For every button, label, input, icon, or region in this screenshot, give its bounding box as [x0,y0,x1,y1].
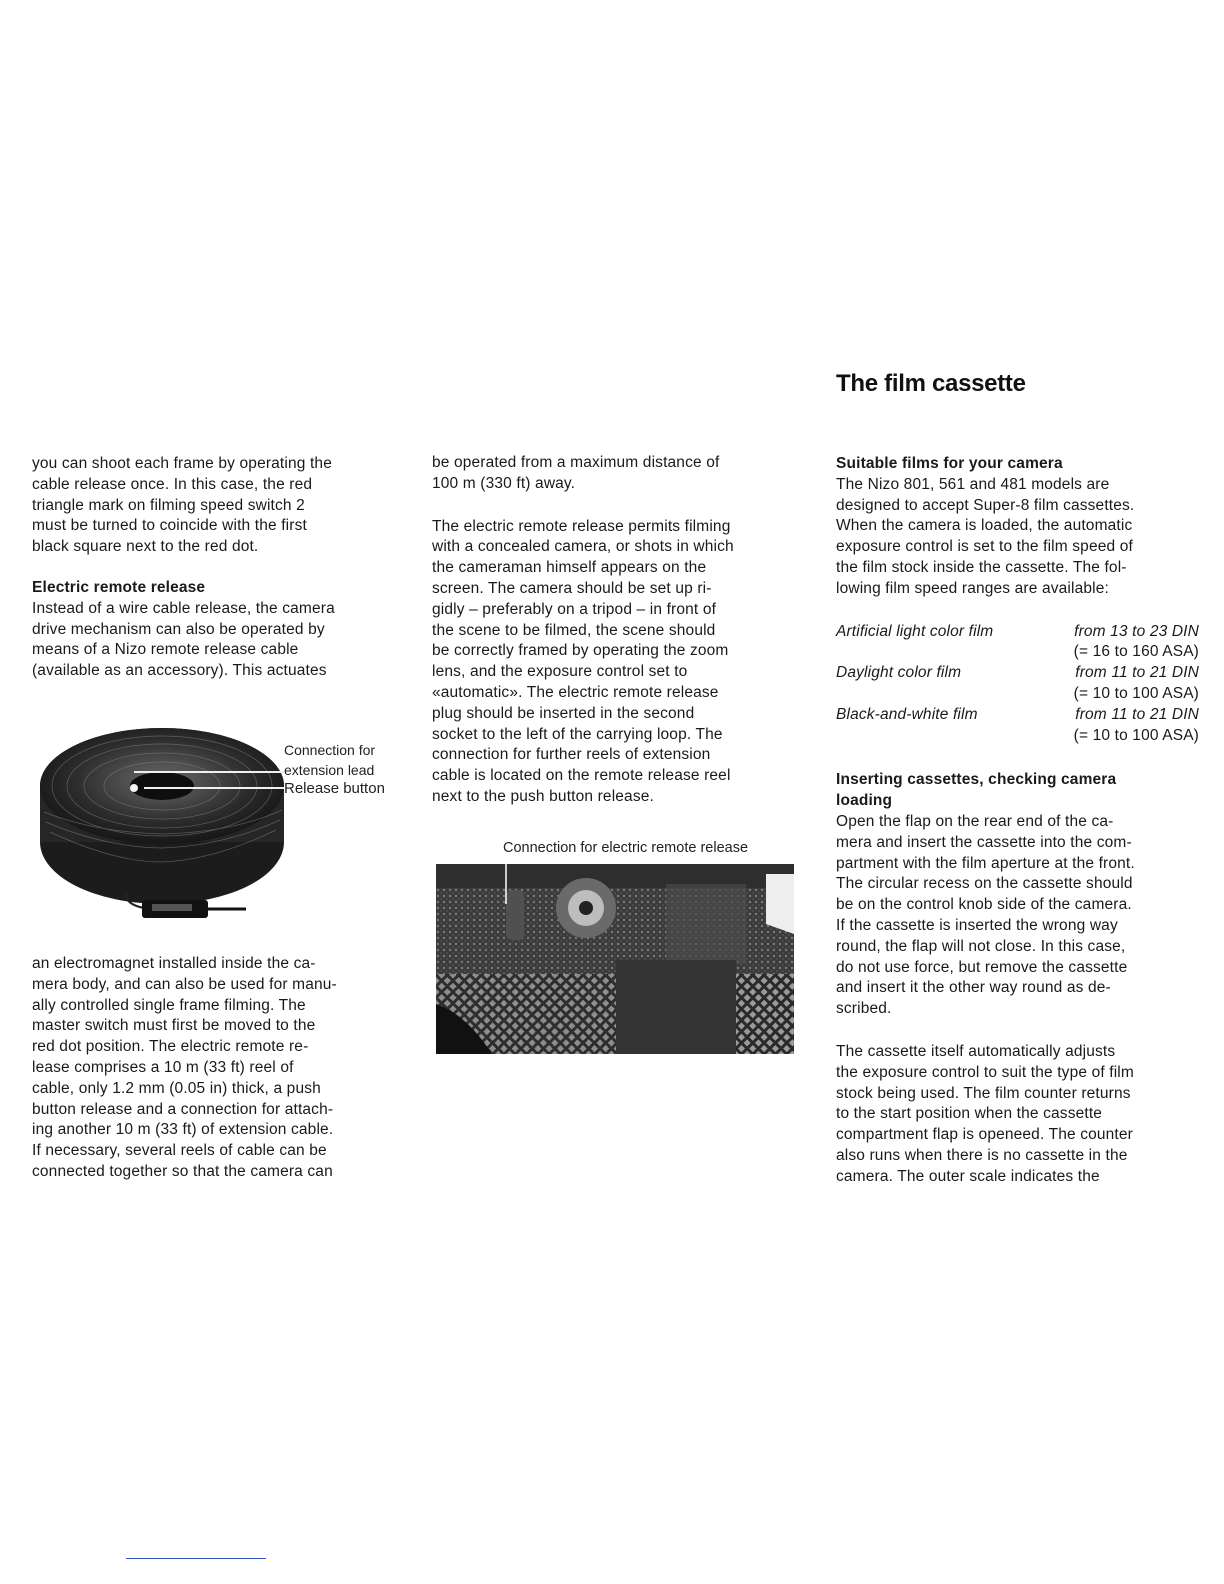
film-speed-asa-row [836,726,1199,747]
camera-socket-photo [436,864,794,1054]
film-type: Artificial light color film [836,622,994,640]
film-speed-asa-row [836,642,1199,663]
remote-release-paragraph: Instead of a wire cable release, the camera drive mechanism can also be operated by means of a Nizo remote release cable (available as an accessory). This actuates [32,599,335,680]
film-type: Black-and-white film [836,705,978,723]
din-range: from 11 to 21 DIN [1075,705,1199,723]
suitable-films-heading: Suitable films for your camera [836,455,1063,472]
film-speed-asa-row [836,684,1199,705]
din-range: from 13 to 23 DIN [1074,622,1199,640]
electromagnet-paragraph: an electromagnet installed inside the ca- mera body, and can also be used for manu- ally controlled single frame filming. The master switch must first be moved to the red dot position. The electric remote re- lease comprises a 10 m (33 ft) reel of cable, only 1.2 mm (0.05 in) thick, a push button release and a connection for attach- ing another 10 m (33 ft) of extension cable. If necessary, several reels of cable can be connected together so that the camera can [32,955,337,1180]
film-speed-table [836,622,1199,747]
remote-release-heading: Electric remote release [32,578,206,596]
intro-paragraph: you can shoot each frame by operating the cable release once. In this case, the red triangle mark on filming speed switch 2 must be turned to coincide with the first black square next to the red dot. [32,455,332,556]
page-title: The film cassette [836,370,1026,397]
suitable-films-paragraph: The Nizo 801, 561 and 481 models are designed to accept Super-8 film cassettes. When the camera is loaded, the automatic exposure control is set to the film speed of the film stock inside the cassette. The fol- lowing film speed ranges are available: [836,475,1135,597]
distance-paragraph: be operated from a maximum distance of 100 m (330 ft) away. [432,454,720,492]
left-column [32,454,402,682]
film-type: Daylight color film [836,664,962,682]
photo-caption: Connection for electric remote release [503,840,749,856]
remote-usage-paragraph: The electric remote release permits filming with a concealed camera, or shots in which the cameraman himself appears on the screen. The camera should be set up ri- gidly – preferably on a tripod – in front of the scene to be filmed, the scene should be correctly framed by operating the zoom lens, and the exposure control set to «automatic». The electric remote release plug should be inserted in the second socket to the left of the carrying loop. The connection for further reels of extension cable is located on the remote release reel next to the push button release. [432,517,734,805]
inserting-cassettes-paragraph: Open the flap on the rear end of the ca- mera and insert the cassette into the com- partment with the film aperture at the front. The circular recess on the cassette should be on the control knob side of the camera. If the cassette is inserted the wrong way round, the flap will not close. In this case, do not use force, but remove the cassette and insert it the other way round as de- scribed. [836,812,1135,1018]
middle-column [432,453,812,808]
din-range: from 11 to 21 DIN [1075,664,1199,682]
film-counter-paragraph: The cassette itself automatically adjusts the exposure control to suit the type of film stock being used. The film counter returns to the start position when the cassette compartment flap is openeed. The counter also runs when there is no cassette in the camera. The outer scale indicates the [836,1042,1134,1185]
asa-range: (= 10 to 100 ASA) [1073,684,1199,702]
asa-range: (= 16 to 160 ASA) [1073,643,1199,661]
remote-release-reel-image [34,722,294,934]
inserting-cassettes-heading: Inserting cassettes, checking camera loading [836,771,1117,810]
film-speed-row [836,622,1199,643]
left-column-continued [32,954,402,1183]
right-column [836,454,1206,1188]
footer-rule [126,1558,266,1559]
asa-range: (= 10 to 100 ASA) [1073,726,1199,744]
film-speed-row [836,663,1199,684]
extension-lead-label: Connection for extension lead [284,742,376,778]
release-button-label: Release button [284,780,385,797]
film-speed-row [836,705,1199,726]
